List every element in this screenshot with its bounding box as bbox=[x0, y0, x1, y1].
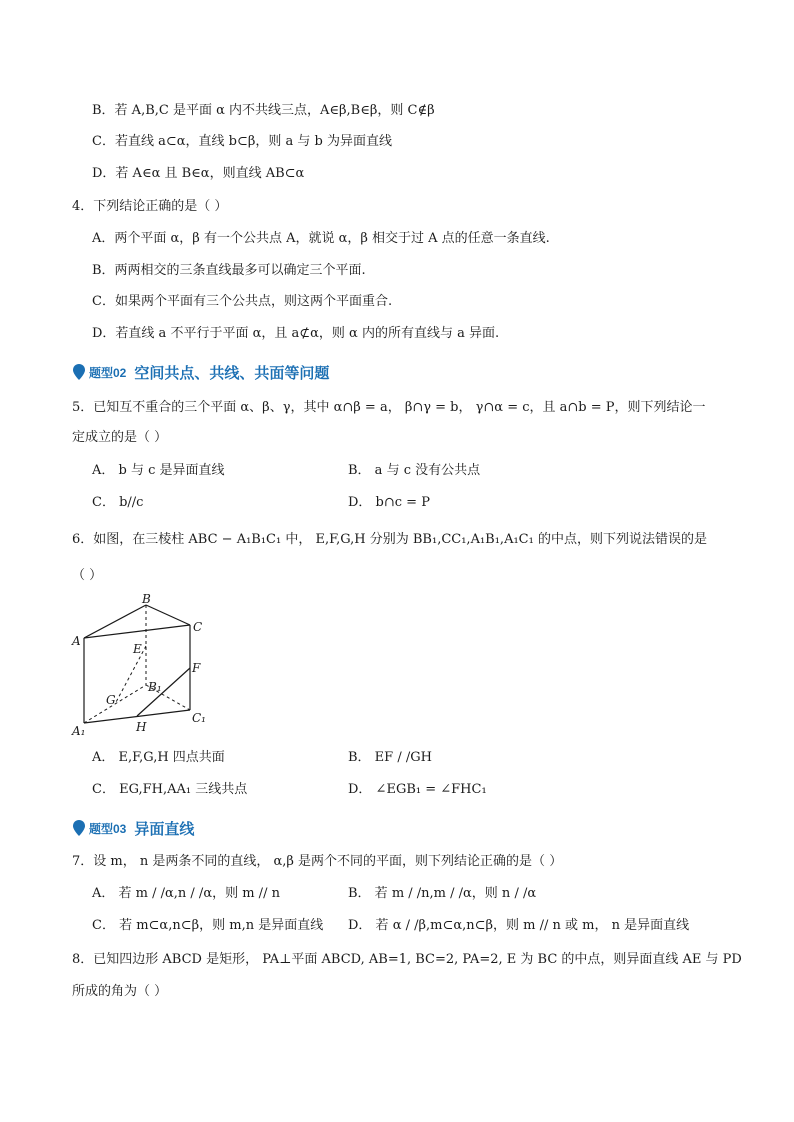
q5-option-c: C． b//c bbox=[92, 495, 144, 510]
section-title: 空间共点、共线、共面等问题 bbox=[134, 364, 330, 382]
q7-option-b: B． 若 m / /n,m / /α，则 n / /α bbox=[348, 886, 537, 901]
vertex-label-b: B bbox=[142, 592, 151, 606]
section-heading-02 bbox=[72, 361, 329, 383]
q8-stem-line2: 所成的角为（ ） bbox=[72, 984, 168, 999]
q4-option-b: B．两两相交的三条直线最多可以确定三个平面. bbox=[92, 263, 366, 278]
q4-stem: 4．下列结论正确的是（ ） bbox=[72, 199, 228, 214]
q6-stem-line1: 6．如图，在三棱柱 ABC − A₁B₁C₁ 中， E,F,G,H 分别为 BB₁,CC₁,A₁B₁,A₁C₁ 的中点，则下列说法错误的是 bbox=[72, 532, 707, 547]
vertex-label-a: A bbox=[72, 634, 81, 648]
q4-option-d: D．若直线 a 不平行于平面 α，且 a⊄α，则 α 内的所有直线与 a 异面. bbox=[92, 326, 500, 341]
vertex-label-c: C bbox=[193, 620, 203, 634]
q5-stem-line1: 5．已知互不重合的三个平面 α、β、γ，其中 α∩β = a， β∩γ = b， γ∩α = c，且 a∩b = P，则下列结论一 bbox=[72, 400, 706, 415]
point-label-h: H bbox=[136, 720, 147, 734]
q8-stem-line1: 8．已知四边形 ABCD 是矩形， PA⊥平面 ABCD, AB=1, BC=2, PA=2, E 为 BC 的中点，则异面直线 AE 与 PD bbox=[72, 952, 742, 967]
q7-option-d: D． 若 α / /β,m⊂α,n⊂β，则 m // n 或 m， n 是异面直线 bbox=[348, 918, 690, 933]
q5-option-d: D． b∩c = P bbox=[348, 495, 430, 510]
q5-stem-line2: 定成立的是（ ） bbox=[72, 430, 168, 445]
q3-option-c: C．若直线 a⊂α，直线 b⊂β，则 a 与 b 为异面直线 bbox=[92, 134, 392, 149]
section-number: 题型02 bbox=[89, 365, 127, 380]
location-pin-icon bbox=[72, 819, 86, 837]
q4-option-c: C．如果两个平面有三个公共点，则这两个平面重合. bbox=[92, 294, 393, 309]
section-title: 异面直线 bbox=[134, 820, 195, 838]
section-heading-03 bbox=[72, 817, 194, 839]
location-pin-icon bbox=[72, 363, 86, 381]
vertex-label-b1: B₁ bbox=[148, 680, 162, 694]
section-number: 题型03 bbox=[89, 821, 127, 836]
q3-option-d: D．若 A∈α 且 B∈α，则直线 AB⊂α bbox=[92, 166, 305, 181]
q6-stem-line2: （ ） bbox=[72, 568, 103, 583]
point-label-g: G bbox=[106, 693, 116, 707]
q5-option-a: A． b 与 c 是异面直线 bbox=[92, 463, 225, 478]
vertex-label-a1: A₁ bbox=[72, 724, 86, 738]
q6-option-b: B． EF / /GH bbox=[348, 750, 432, 765]
q7-option-c: C． 若 m⊂α,n⊂β，则 m,n 是异面直线 bbox=[92, 918, 324, 933]
point-label-e: E bbox=[133, 642, 142, 656]
q5-option-b: B． a 与 c 没有公共点 bbox=[348, 463, 481, 478]
prism-figure bbox=[66, 588, 216, 738]
q6-option-a: A． E,F,G,H 四点共面 bbox=[92, 750, 225, 765]
q6-option-c: C． EG,FH,AA₁ 三线共点 bbox=[92, 782, 248, 797]
vertex-label-c1: C₁ bbox=[192, 711, 206, 725]
q4-option-a: A．两个平面 α，β 有一个公共点 A，就说 α，β 相交于过 A 点的任意一条直线. bbox=[92, 231, 550, 246]
q7-option-a: A． 若 m / /α,n / /α，则 m // n bbox=[92, 886, 280, 901]
q3-option-b: B．若 A,B,C 是平面 α 内不共线三点，A∈β,B∈β，则 C∉β bbox=[92, 103, 435, 118]
point-label-f: F bbox=[192, 661, 201, 675]
q6-option-d: D． ∠EGB₁ = ∠FHC₁ bbox=[348, 782, 487, 797]
q7-stem: 7．设 m， n 是两条不同的直线， α,β 是两个不同的平面，则下列结论正确的是（ ） bbox=[72, 854, 563, 869]
